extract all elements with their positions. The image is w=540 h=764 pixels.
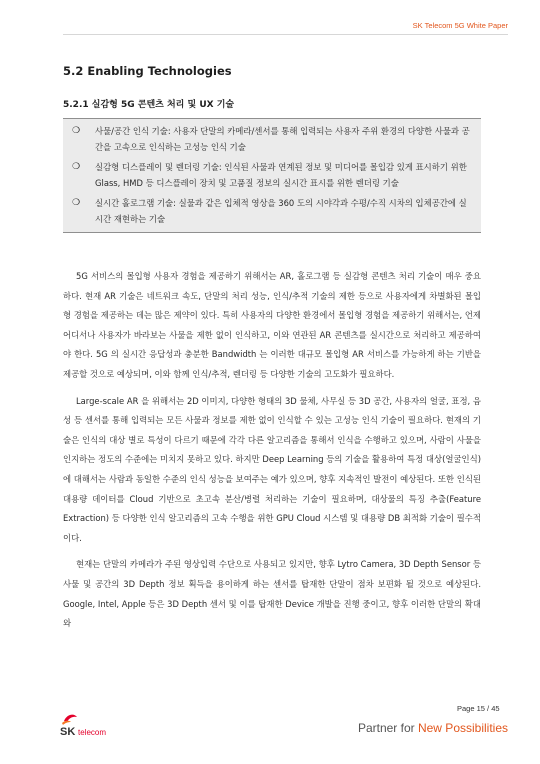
- sk-telecom-logo: [58, 711, 128, 737]
- subsection-heading: 5.2.1 실감형 5G 콘텐츠 처리 및 UX 기술: [63, 100, 235, 110]
- circle-bullet-icon: ❍: [72, 162, 81, 172]
- header-divider: [63, 34, 508, 35]
- body-text: [63, 267, 481, 641]
- summary-item: [63, 124, 481, 155]
- paragraph: 5G 서비스의 몰입형 사용자 경험을 제공하기 위해서는 AR, 홀로그램 등 실감형 콘텐츠 처리 기술이 매우 중요하다. 현재 AR 기술은 네트워크 속도, 단말의 처리 성능, 인식/추적 기술의 제한 등으로 사용자에게 차별화된 몰입형 경험을 제공하는 데는 많은 제약이 있다. 특히 사용자의 다양한 환경에서 몰입형 경험을 제공하기 위해서는, 언제 어디서나 사용자가 바라보는 사물을 제한 없이 인식하고, 이와 연관된 AR 콘텐츠를 실시간으로 처리하고 제공하여야 한다. 5G 의 실시간 응답성과 충분한 Bandwidth 는 이러한 대규모 몰입형 AR 서비스를 가능하게 하는 기반을 제공할 것으로 예상되며, 이와 함께 인식/추적, 렌더링 등 다양한 기술의 고도화가 필요하다.: [63, 271, 481, 379]
- summary-item-text: 사물/공간 인식 기술: 사용자 단말의 카메라/센서를 통해 입력되는 사용자 주위 환경의 다양한 사물과 공간을 고속으로 인식하는 고성능 인식 기술: [95, 126, 470, 152]
- paragraph: 현재는 단말의 카메라가 주된 영상입력 수단으로 사용되고 있지만, 향후 Lytro Camera, 3D Depth Sensor 등 사물 및 공간의 3D Depth 정보 획득을 용이하게 하는 센서를 탑재한 단말이 점차 보편화 될 것으로 예상된다. Google, Intel, Apple 등은 3D Depth 센서 및 이를 탑재한 Device 개발을 진행 중이고, 향후 이러한 단말의 확대와: [63, 559, 481, 629]
- paragraph: Large-scale AR 을 위해서는 2D 이미지, 다양한 형태의 3D 물체, 사무실 등 3D 공간, 사용자의 얼굴, 표정, 음성 등 센서를 통해 입력되는 모든 사물과 정보를 제한 없이 인식할 수 있는 고성능 인식 기술이 필요하다. 현재의 기술은 인식의 대상 별로 특성이 다르기 때문에 각각 다른 알고리즘을 통해서 인식을 수행하고 있으며, 사람이 사물을 인지하는 정도의 수준에는 미치지 못하고 있다. 하지만 Deep Learning 등의 기술을 활용하여 특정 대상(얼굴인식)에 대해서는 사람과 동일한 수준의 인식 성능을 보여주는 예가 있으며, 향후 지속적인 발전이 예상된다. 또한 인식된 대용량 데이터를 Cloud 기반으로 초고속 분산/병렬 처리하는 기술이 필요하며, 대상물의 특징 추출(Feature Extraction) 등 다양한 인식 알고리즘의 고속 수행을 위한 GPU Cloud 시스템 및 대용량 DB 최적화 기술이 필수적이다.: [63, 395, 481, 543]
- circle-bullet-icon: ❍: [72, 126, 81, 136]
- summary-item: [63, 160, 481, 191]
- document-title: SK Telecom 5G White Paper: [412, 21, 508, 30]
- summary-item-text: 실시간 홀로그램 기술: 실물과 같은 입체적 영상을 360 도의 시야각과 수평/수직 시차의 입체공간에 실시간 재현하는 기술: [95, 198, 467, 224]
- slogan-prefix: Partner for: [357, 721, 418, 735]
- summary-item: [63, 196, 481, 227]
- footer-slogan: [358, 721, 508, 735]
- page-number: Page 15 / 45: [457, 704, 500, 713]
- section-heading: 5.2 Enabling Technologies: [63, 64, 232, 78]
- summary-item-text: 실감형 디스플레이 및 렌더링 기술: 인식된 사물과 연계된 정보 및 미디어를 몰입감 있게 표시하기 위한 Glass, HMD 등 디스플레이 장치 및 고품질 정보의 실시간 표시를 위한 렌더링 기술: [95, 162, 467, 188]
- summary-box: [63, 118, 481, 233]
- svg-text:SK: SK: [60, 726, 76, 737]
- svg-text:telecom: telecom: [78, 728, 107, 737]
- circle-bullet-icon: ❍: [72, 198, 81, 208]
- slogan-accent: New Possibilities: [417, 721, 508, 735]
